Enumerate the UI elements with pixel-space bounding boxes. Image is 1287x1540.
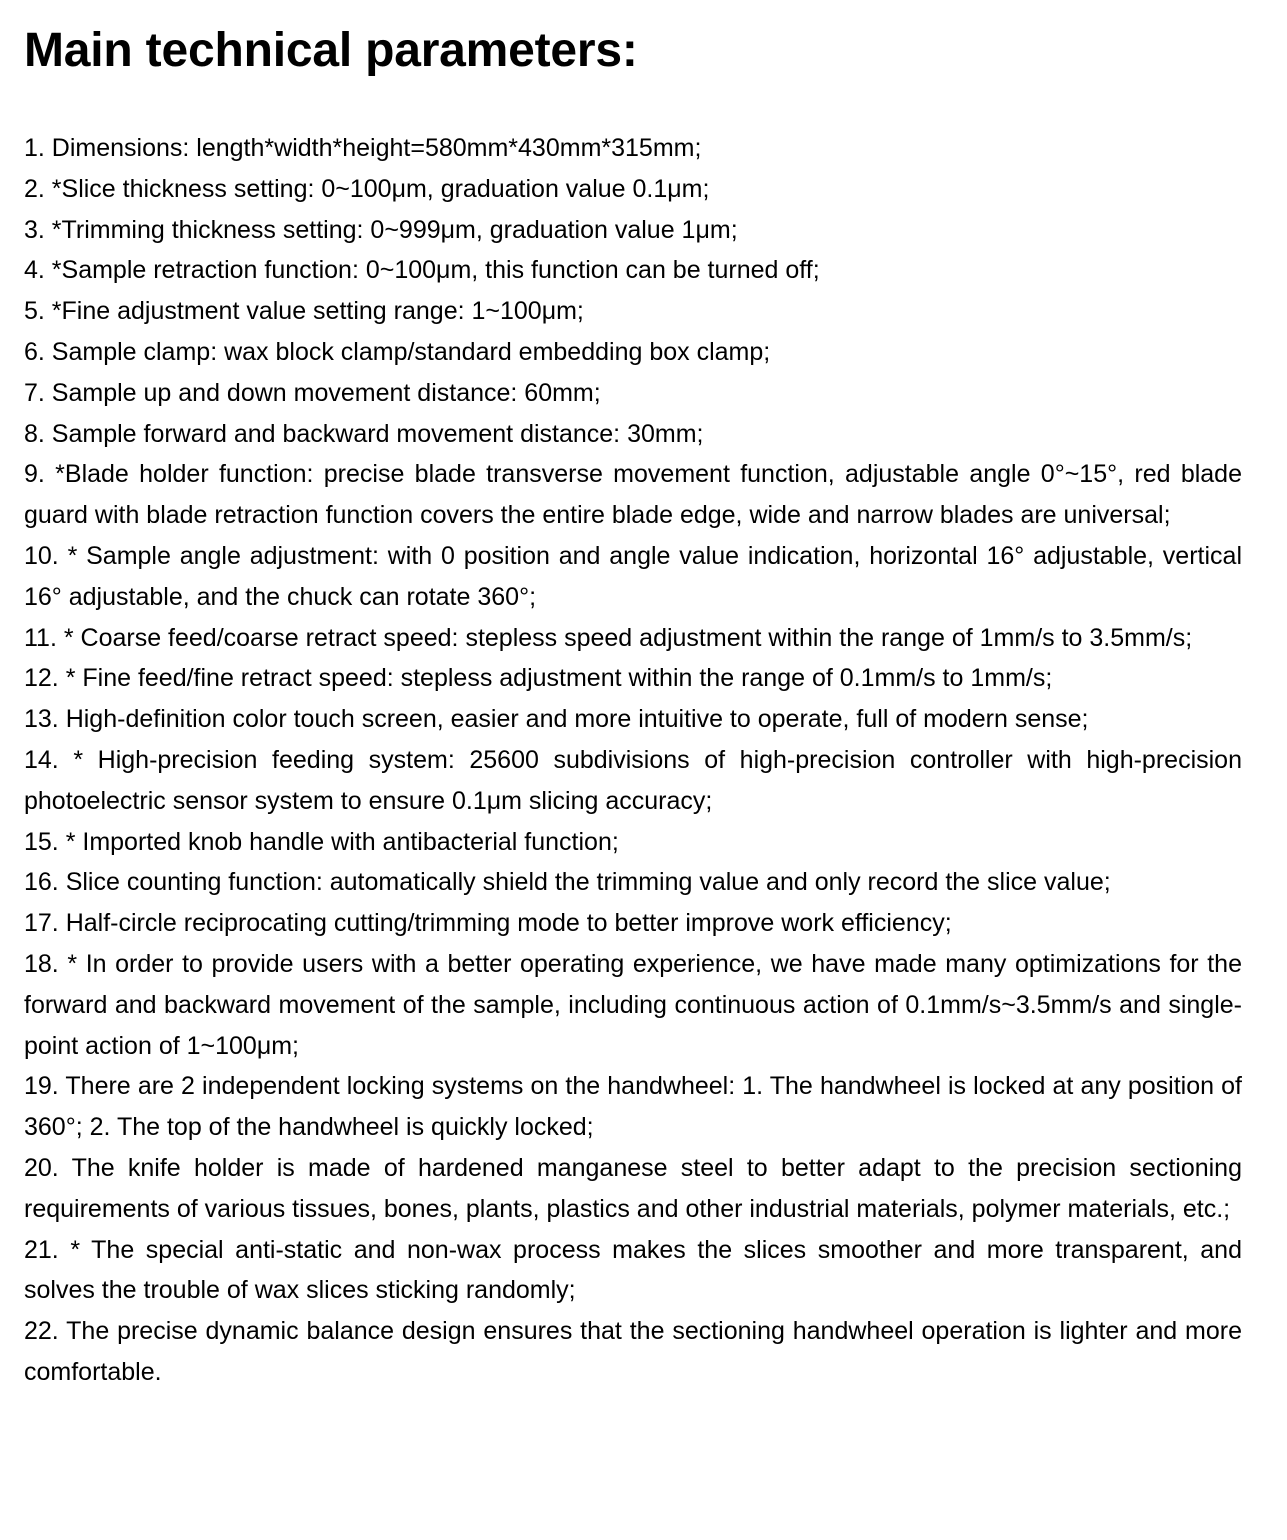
parameter-item-11: 11. * Coarse feed/coarse retract speed: stepless speed adjustment within the range of 1mm/s to 3.5mm/s; [24,623,1193,652]
parameter-item-20: 20. The knife holder is made of hardened manganese steel to better adapt to the precision sectioning requirements of various tissues, bones, plants, plastics and other industrial materials, polymer materials, etc.; [24,1153,1242,1223]
parameter-item-18: 18. * In order to provide users with a better operating experience, we have made many optimizations for the forward and backward movement of the sample, including continuous action of 0.1mm/s~3.5mm/s and single-point action of 1~100μm; [24,949,1242,1060]
document-page [24,0,1242,1393]
parameter-item-13: 13. High-definition color touch screen, easier and more intuitive to operate, full of modern sense; [24,705,1089,734]
parameter-item-5: 5. *Fine adjustment value setting range: 1~100μm; [24,297,584,326]
page-title: Main technical parameters: [24,24,638,77]
parameter-item-19: 19. There are 2 independent locking systems on the handwheel: 1. The handwheel is locked at any position of 360°; 2. The top of the handwheel is quickly locked; [24,1072,1242,1142]
parameter-item-2: 2. *Slice thickness setting: 0~100μm, graduation value 0.1μm; [24,174,710,203]
parameter-item-8: 8. Sample forward and backward movement distance: 30mm; [24,419,704,448]
parameter-item-17: 17. Half-circle reciprocating cutting/trimming mode to better improve work efficiency; [24,909,952,938]
parameter-item-10: 10. * Sample angle adjustment: with 0 position and angle value indication, horizontal 16° adjustable, vertical 16° adjustable, and the chuck can rotate 360°; [24,541,1242,611]
parameter-item-9: 9. *Blade holder function: precise blade transverse movement function, adjustable angle 0°~15°, red blade guard with blade retraction function covers the entire blade edge, wide and narrow blades are universal; [24,460,1242,530]
parameter-item-7: 7. Sample up and down movement distance: 60mm; [24,378,601,407]
parameter-item-3: 3. *Trimming thickness setting: 0~999μm, graduation value 1μm; [24,215,738,244]
parameter-list [24,128,1242,1393]
parameter-item-22: 22. The precise dynamic balance design ensures that the sectioning handwheel operation is lighter and more comfortable. [24,1317,1242,1386]
parameter-item-6: 6. Sample clamp: wax block clamp/standard embedding box clamp; [24,337,771,366]
parameter-item-15: 15. * Imported knob handle with antibacterial function; [24,827,619,856]
parameter-item-14: 14. * High-precision feeding system: 25600 subdivisions of high-precision controller with high-precision photoelectric sensor system to ensure 0.1μm slicing accuracy; [24,745,1242,815]
parameter-item-1: 1. Dimensions: length*width*height=580mm*430mm*315mm; [24,134,702,162]
parameter-item-16: 16. Slice counting function: automatically shield the trimming value and only record the slice value; [24,868,1111,897]
parameter-item-12: 12. * Fine feed/fine retract speed: stepless adjustment within the range of 0.1mm/s to 1mm/s; [24,664,1053,693]
parameter-item-4: 4. *Sample retraction function: 0~100μm, this function can be turned off; [24,256,820,285]
parameter-item-21: 21. * The special anti-static and non-wax process makes the slices smoother and more transparent, and solves the trouble of wax slices sticking randomly; [24,1235,1242,1305]
